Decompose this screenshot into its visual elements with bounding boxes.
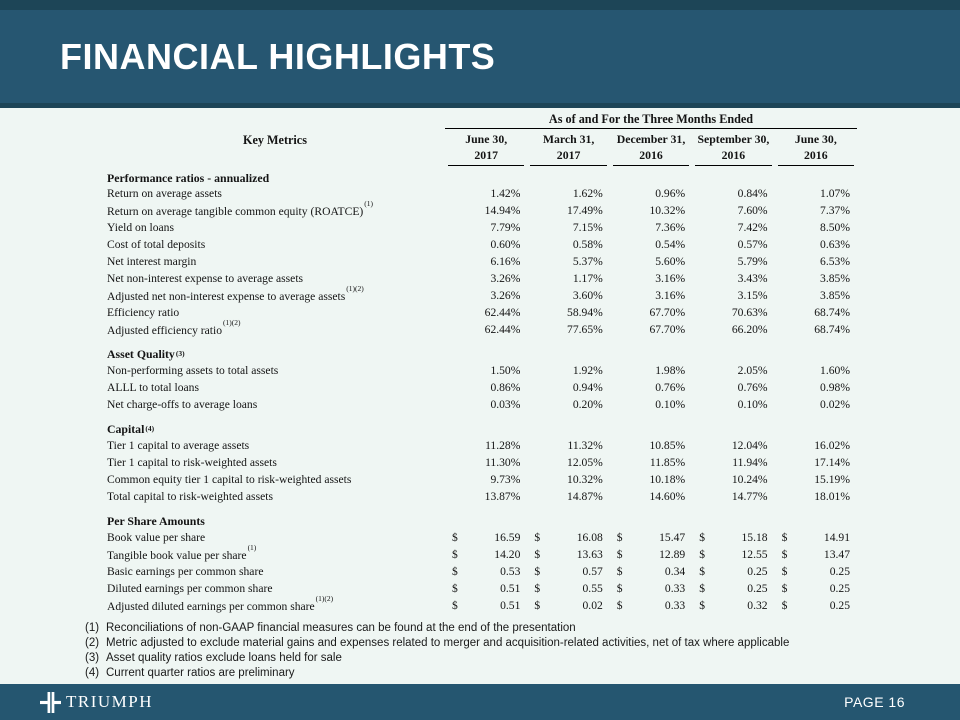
- row-label-text: Total capital to risk-weighted assets: [107, 489, 273, 503]
- percent-value-cell: 77.65%: [567, 322, 603, 336]
- column-header: [448, 129, 524, 166]
- dollar-value-cell: [775, 531, 857, 544]
- percent-value-cell: 7.60%: [737, 204, 768, 218]
- table-span-header-row: [105, 112, 857, 129]
- dollar-value-cell: [692, 531, 774, 544]
- table-row: [105, 199, 857, 219]
- table-row: [105, 454, 857, 471]
- column-header-year: 2016: [804, 147, 828, 162]
- value-text: 12.89: [659, 548, 686, 562]
- dollar-sign: $: [452, 548, 458, 562]
- dollar-value-cell: [775, 582, 857, 595]
- row-label-text: ALLL to total loans: [107, 380, 199, 394]
- dollar-value-cell: [692, 548, 774, 561]
- percent-value-cell: 7.79%: [490, 221, 521, 235]
- table-row: [105, 317, 857, 338]
- dollar-value-cell: [610, 582, 692, 595]
- percent-value-cell: 7.37%: [820, 204, 850, 218]
- percent-value-cell: 1.50%: [490, 363, 521, 377]
- percent-value-cell: 11.28%: [485, 439, 521, 453]
- percent-value-cell: 1.60%: [820, 363, 850, 377]
- table-row: [105, 283, 857, 304]
- percent-value-cell: 11.32%: [567, 439, 603, 453]
- dollar-value-cell: [527, 565, 609, 578]
- footnote: [85, 636, 960, 651]
- footnote: [85, 621, 960, 636]
- column-header-date: June 30,: [794, 132, 837, 146]
- row-label-text: Return on average assets: [107, 187, 222, 201]
- value-text: 16.59: [494, 531, 521, 545]
- row-label: [105, 456, 445, 469]
- dollar-sign: $: [534, 548, 541, 562]
- percent-value-cell: 14.87%: [567, 489, 603, 503]
- slide-body: [0, 112, 960, 681]
- dollar-sign: $: [781, 581, 788, 595]
- dollar-sign: $: [452, 531, 458, 545]
- row-label: [105, 221, 445, 234]
- row-label: [105, 593, 445, 613]
- section-heading: [105, 345, 857, 363]
- dollar-sign: $: [452, 581, 458, 595]
- column-header-year: 2017: [474, 147, 498, 162]
- percent-value-cell: 13.87%: [484, 489, 521, 503]
- section-heading-label: Asset Quality: [107, 347, 175, 362]
- value-text: 0.33: [664, 598, 686, 612]
- section-heading-label: Performance ratios - annualized: [107, 170, 270, 185]
- percent-value-cell: 70.63%: [731, 305, 768, 319]
- row-label: [105, 439, 445, 452]
- row-label-text: Net interest margin: [107, 255, 197, 268]
- value-text: 0.25: [747, 564, 768, 578]
- row-label: [105, 381, 445, 394]
- row-label-text: Cost of total deposits: [107, 238, 206, 252]
- percent-value-cell: 11.94%: [732, 456, 768, 470]
- row-label-text: Book value per share: [107, 531, 206, 545]
- row-label-text: Tangible book value per share: [107, 549, 247, 563]
- dollar-sign: $: [616, 598, 623, 612]
- percent-value-cell: 3.60%: [572, 288, 603, 302]
- percent-value-cell: 3.43%: [737, 271, 768, 285]
- dollar-sign: $: [534, 531, 541, 545]
- page-number: PAGE 16: [844, 694, 905, 710]
- row-label: [105, 565, 445, 578]
- row-label: [105, 398, 445, 411]
- value-text: 15.18: [741, 531, 768, 545]
- dollar-value-cell: [775, 599, 857, 612]
- percent-value-cell: 66.20%: [731, 322, 768, 336]
- dollar-value-cell: [527, 531, 609, 544]
- percent-value-cell: 10.85%: [649, 439, 686, 453]
- dollar-value-cell: [527, 548, 609, 561]
- percent-value-cell: 62.44%: [484, 322, 521, 336]
- slide-header: [0, 0, 960, 108]
- footnote: [85, 651, 960, 666]
- percent-value-cell: 3.85%: [820, 271, 850, 285]
- row-label: [105, 473, 445, 486]
- percent-value-cell: 17.49%: [567, 204, 603, 218]
- percent-value-cell: 3.26%: [490, 271, 521, 285]
- financial-table: [105, 112, 857, 614]
- section-heading: [105, 512, 857, 530]
- percent-value-cell: 3.16%: [655, 288, 686, 302]
- row-label-text: Tier 1 capital to average assets: [107, 439, 250, 453]
- percent-value-cell: 67.70%: [649, 305, 686, 319]
- column-header: [613, 129, 689, 166]
- row-label-text: Net charge-offs to average loans: [107, 397, 258, 411]
- table-row: [105, 270, 857, 287]
- dollar-value-cell: [692, 599, 774, 612]
- value-text: 16.08: [576, 531, 603, 545]
- table-row: [105, 437, 857, 454]
- table-section: [105, 345, 857, 413]
- percent-value-cell: 1.42%: [490, 187, 521, 201]
- percent-value-cell: 14.60%: [649, 489, 686, 503]
- span-header-spacer: [105, 112, 445, 129]
- percent-value-cell: 8.50%: [820, 221, 850, 235]
- row-label: [105, 543, 445, 563]
- table-column-header-row: [105, 129, 857, 166]
- dollar-value-cell: [445, 582, 527, 595]
- percent-value-cell: 3.26%: [490, 288, 521, 302]
- span-header: As of and For the Three Months Ended: [445, 112, 857, 129]
- dollar-value-cell: [445, 531, 527, 544]
- value-text: 0.51: [500, 581, 521, 595]
- page-title: FINANCIAL HIGHLIGHTS: [60, 35, 496, 77]
- table-row: [105, 543, 857, 563]
- dollar-sign: $: [452, 564, 458, 578]
- percent-value-cell: 10.18%: [649, 472, 686, 486]
- value-text: 0.55: [582, 581, 603, 595]
- table-row: [105, 471, 857, 488]
- row-label: [105, 187, 445, 200]
- dollar-sign: $: [452, 598, 458, 612]
- row-label: [105, 531, 445, 544]
- footnote-number: (4): [85, 666, 100, 679]
- dollar-sign: $: [616, 531, 623, 545]
- percent-value-cell: 3.15%: [737, 288, 768, 302]
- table-body: [105, 168, 857, 614]
- dollar-value-cell: [610, 599, 692, 612]
- value-text: 12.55: [741, 548, 768, 562]
- footnote-text: Reconciliations of non-GAAP financial measures can be found at the end of the presentation: [106, 621, 576, 634]
- value-text: 13.63: [576, 548, 603, 562]
- row-label-text: Tier 1 capital to risk-weighted assets: [107, 456, 277, 470]
- dollar-value-cell: [445, 565, 527, 578]
- row-label: [105, 272, 445, 285]
- percent-value-cell: 0.94%: [572, 380, 603, 394]
- table-row: [105, 186, 857, 203]
- percent-value-cell: 10.24%: [731, 472, 768, 486]
- percent-value-cell: 7.15%: [572, 221, 603, 235]
- percent-value-cell: 7.36%: [655, 221, 686, 235]
- dollar-sign: $: [616, 548, 623, 562]
- value-text: 0.34: [664, 564, 686, 578]
- table-row: [105, 396, 857, 413]
- footnote-ref: (1): [247, 543, 257, 553]
- footnote: [85, 666, 960, 681]
- percent-value-cell: 0.86%: [490, 380, 521, 394]
- row-label-text: Efficiency ratio: [107, 305, 180, 319]
- percent-value-cell: 0.03%: [490, 397, 521, 411]
- percent-value-cell: 6.16%: [490, 255, 521, 268]
- column-header: [778, 129, 854, 166]
- footnote-text: Current quarter ratios are preliminary: [106, 666, 295, 679]
- percent-value-cell: 0.60%: [490, 238, 521, 252]
- value-text: 0.51: [500, 598, 521, 612]
- percent-value-cell: 5.79%: [737, 255, 768, 268]
- value-text: 0.02: [582, 598, 603, 612]
- row-label: [105, 283, 445, 303]
- percent-value-cell: 0.57%: [737, 238, 768, 252]
- percent-value-cell: 62.44%: [484, 305, 521, 319]
- percent-value-cell: 0.54%: [655, 238, 686, 252]
- percent-value-cell: 68.74%: [814, 305, 850, 319]
- triumph-logo: [40, 692, 153, 713]
- dollar-value-cell: [527, 599, 609, 612]
- percent-value-cell: 0.20%: [572, 397, 603, 411]
- footnotes: [85, 621, 960, 681]
- percent-value-cell: 0.10%: [737, 397, 768, 411]
- footnote-ref: (1)(2): [315, 593, 334, 603]
- footnote-ref: (1): [364, 199, 374, 209]
- percent-value-cell: 1.17%: [572, 271, 603, 285]
- value-text: 0.25: [829, 581, 850, 595]
- table-section: [105, 512, 857, 614]
- row-label-text: Adjusted efficiency ratio: [107, 323, 223, 337]
- row-label-text: Yield on loans: [107, 221, 174, 235]
- percent-value-cell: 10.32%: [649, 204, 686, 218]
- dollar-value-cell: [445, 599, 527, 612]
- triumph-cross-icon: [40, 692, 61, 713]
- row-label-text: Adjusted net non-interest expense to average assets: [107, 289, 346, 303]
- column-header-year: 2016: [721, 147, 746, 162]
- table-row: [105, 529, 857, 546]
- percent-value-cell: 2.05%: [737, 363, 768, 377]
- dollar-value-cell: [610, 565, 692, 578]
- percent-value-cell: 10.32%: [567, 472, 603, 486]
- row-label-text: Basic earnings per common share: [107, 564, 264, 578]
- percent-value-cell: 11.30%: [485, 456, 521, 470]
- table-row: [105, 563, 857, 580]
- percent-value-cell: 17.14%: [814, 456, 850, 470]
- row-label: [105, 317, 445, 337]
- footnote-ref: (1)(2): [346, 283, 364, 293]
- value-text: 0.25: [747, 581, 768, 595]
- dollar-sign: $: [781, 548, 788, 562]
- row-label: [105, 306, 445, 319]
- table-row: [105, 253, 857, 270]
- table-section: [105, 420, 857, 505]
- percent-value-cell: 3.16%: [655, 271, 686, 285]
- footnote-ref: (3): [175, 349, 185, 359]
- percent-value-cell: 6.53%: [820, 255, 850, 268]
- dollar-sign: $: [781, 531, 788, 545]
- table-row: [105, 593, 857, 614]
- dollar-value-cell: [692, 582, 774, 595]
- footnote-ref: (4): [145, 424, 155, 434]
- row-label: [105, 238, 445, 251]
- percent-value-cell: 11.85%: [649, 456, 686, 470]
- percent-value-cell: 0.02%: [820, 397, 850, 411]
- percent-value-cell: 58.94%: [567, 305, 603, 319]
- percent-value-cell: 7.42%: [737, 221, 768, 235]
- section-heading-label: Per Share Amounts: [107, 514, 205, 529]
- percent-value-cell: 1.62%: [572, 187, 603, 201]
- dollar-value-cell: [527, 582, 609, 595]
- table-row: [105, 219, 857, 236]
- key-metrics-header: Key Metrics: [243, 133, 307, 147]
- value-text: 14.91: [823, 531, 850, 545]
- footnote-number: (1): [85, 621, 100, 634]
- percent-value-cell: 0.98%: [820, 380, 850, 394]
- percent-value-cell: 67.70%: [649, 322, 686, 336]
- row-label: [105, 582, 445, 595]
- percent-value-cell: 3.85%: [820, 288, 850, 302]
- dollar-sign: $: [781, 598, 788, 612]
- value-text: 15.47: [659, 531, 686, 545]
- brand-name: TRIUMPH: [66, 692, 154, 711]
- table-row: [105, 304, 857, 321]
- percent-value-cell: 1.98%: [655, 363, 686, 377]
- dollar-sign: $: [699, 598, 705, 612]
- row-label-text: Common equity tier 1 capital to risk-weighted assets: [107, 472, 352, 486]
- dollar-value-cell: [692, 565, 774, 578]
- dollar-value-cell: [610, 548, 692, 561]
- row-label-text: Adjusted diluted earnings per common share: [107, 599, 315, 613]
- dollar-sign: $: [699, 548, 705, 562]
- percent-value-cell: 5.60%: [655, 255, 686, 268]
- row-label-text: Diluted earnings per common share: [107, 581, 273, 595]
- value-text: 0.32: [747, 598, 768, 612]
- value-text: 13.47: [823, 548, 850, 562]
- column-header-year: 2017: [556, 147, 581, 162]
- percent-value-cell: 1.92%: [572, 363, 603, 377]
- percent-value-cell: 68.74%: [814, 322, 850, 336]
- column-header: [695, 129, 771, 166]
- percent-value-cell: 0.58%: [572, 238, 603, 252]
- percent-value-cell: 0.76%: [737, 380, 768, 394]
- column-header-year: 2016: [639, 147, 663, 162]
- table-row: [105, 236, 857, 253]
- table-row: [105, 580, 857, 597]
- value-text: 0.33: [664, 581, 686, 595]
- section-heading-label: Capital: [107, 422, 145, 437]
- section-heading: [105, 168, 857, 186]
- dollar-value-cell: [445, 548, 527, 561]
- percent-value-cell: 15.19%: [814, 472, 850, 486]
- dollar-sign: $: [534, 564, 541, 578]
- percent-value-cell: 1.07%: [820, 187, 850, 201]
- row-label: [105, 199, 445, 219]
- row-label: [105, 255, 445, 268]
- value-text: 0.53: [500, 564, 521, 578]
- table-row: [105, 362, 857, 379]
- value-text: 14.20: [494, 548, 521, 562]
- column-header-date: December 31,: [616, 132, 686, 146]
- row-label: [105, 364, 445, 377]
- row-label-text: Non-performing assets to total assets: [107, 363, 279, 377]
- section-heading: [105, 420, 857, 438]
- row-label-text: Net non-interest expense to average assets: [107, 271, 304, 285]
- dollar-value-cell: [775, 548, 857, 561]
- footnote-number: (2): [85, 636, 100, 649]
- column-header-date: March 31,: [542, 132, 595, 146]
- percent-value-cell: 12.05%: [567, 456, 603, 470]
- table-row: [105, 488, 857, 505]
- table-section: [105, 168, 857, 338]
- percent-value-cell: 0.63%: [820, 238, 850, 252]
- dollar-value-cell: [775, 565, 857, 578]
- footnote-ref: (1)(2): [223, 317, 241, 327]
- slide-footer: [0, 684, 960, 720]
- percent-value-cell: 0.76%: [655, 380, 686, 394]
- dollar-value-cell: [610, 531, 692, 544]
- percent-value-cell: 5.37%: [572, 255, 603, 268]
- dollar-sign: $: [699, 564, 705, 578]
- column-header-date: September 30,: [697, 132, 770, 146]
- column-header: [530, 129, 606, 166]
- percent-value-cell: 0.84%: [737, 187, 768, 201]
- percent-value-cell: 14.94%: [484, 204, 521, 218]
- percent-value-cell: 0.10%: [655, 397, 686, 411]
- value-text: 0.25: [829, 598, 850, 612]
- percent-value-cell: 12.04%: [731, 439, 768, 453]
- percent-value-cell: 18.01%: [814, 489, 850, 503]
- dollar-sign: $: [616, 581, 623, 595]
- column-header-date: June 30,: [465, 132, 508, 146]
- dollar-sign: $: [616, 564, 623, 578]
- percent-value-cell: 9.73%: [490, 472, 521, 486]
- dollar-sign: $: [534, 598, 541, 612]
- value-text: 0.57: [582, 564, 603, 578]
- footnote-number: (3): [85, 651, 100, 664]
- table-row: [105, 379, 857, 396]
- percent-value-cell: 14.77%: [731, 489, 768, 503]
- dollar-sign: $: [699, 531, 705, 545]
- row-label: [105, 490, 445, 503]
- percent-value-cell: 16.02%: [814, 439, 850, 453]
- row-label-text: Return on average tangible common equity (ROATCE): [107, 205, 364, 219]
- dollar-sign: $: [534, 581, 541, 595]
- footnote-text: Metric adjusted to exclude material gains and expenses related to merger and acquisition-related activities, net of tax where applicable: [106, 636, 790, 649]
- value-text: 0.25: [829, 564, 850, 578]
- dollar-sign: $: [699, 581, 705, 595]
- dollar-sign: $: [781, 564, 788, 578]
- footnote-text: Asset quality ratios exclude loans held for sale: [106, 651, 342, 664]
- percent-value-cell: 0.96%: [655, 187, 686, 201]
